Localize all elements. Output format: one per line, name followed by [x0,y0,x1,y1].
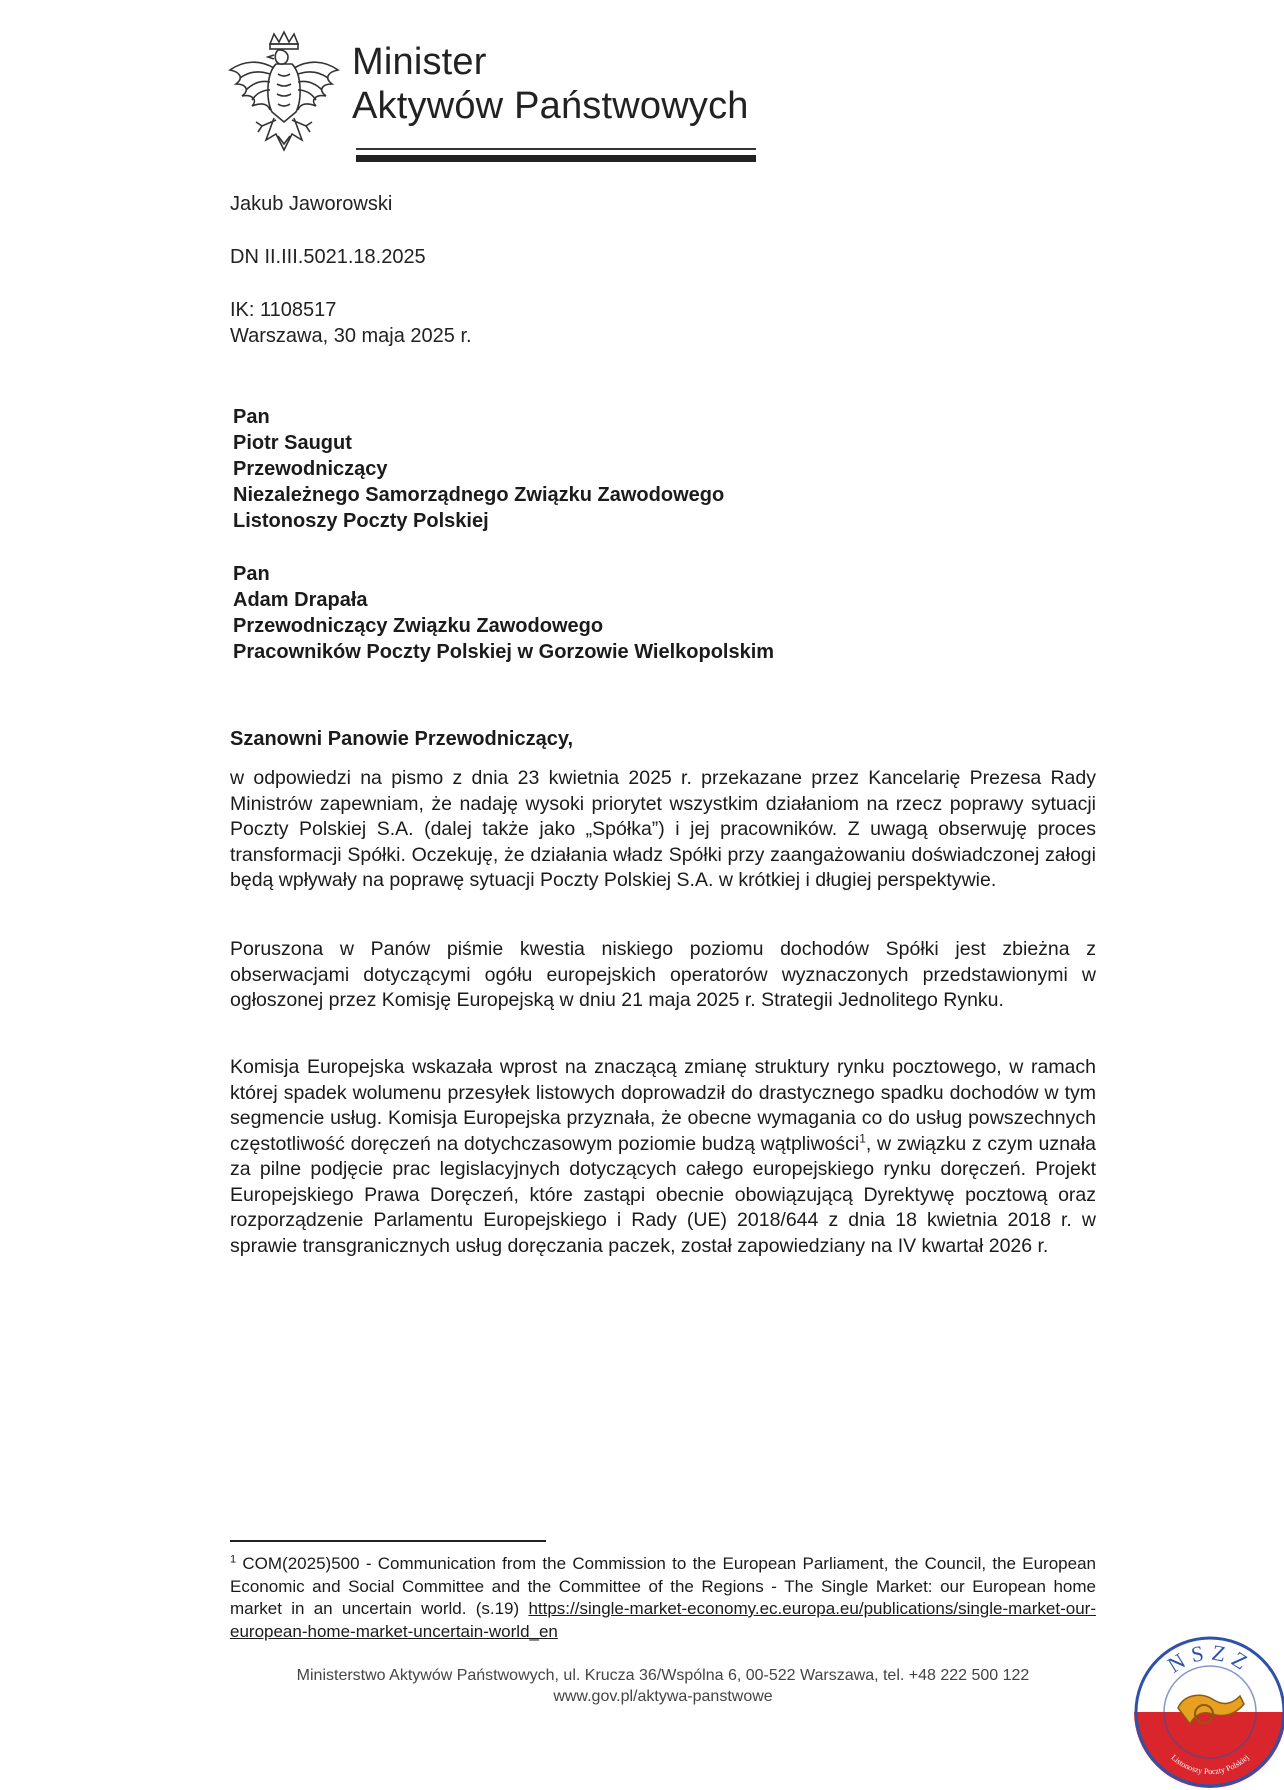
footnote-reference[interactable]: 1 [859,1131,866,1145]
addressee-block-2 [233,561,774,665]
footnote-text: COM(2025)500 - Communication from the Commission to the European Parliament, the Council, the European Economic and Social Committee and the Committee of the Regions - The Single Market: our European home market in an uncertain world. (s.19) [230,1554,1096,1618]
footnote-link[interactable]: https://single-market-economy.ec.europa.eu/publications/single-market-our-european-home-market-uncertain-world_en [230,1599,1096,1641]
header-rule-thick [356,155,756,162]
salutation: Szanowni Panowie Przewodniczący, [230,728,574,750]
addressee-line: Przewodniczący [233,458,388,480]
paragraph-3-text-a: Komisja Europejska wskazała wprost na znaczącą zmianę struktury rynku pocztowego, w ramach której spadek wolumenu przesyłek listowych doprowadził do drastycznego spadku dochodów w tym segmencie usług. Komisja Europejska przyznała, że obecne wymagania co do usług powszechnych częstotliwość doręczeń na dotychczasowym poziomie budzą wątpliwości [230,1056,1096,1155]
footnote-separator [230,1540,546,1542]
footnote-mark: 1 [230,1553,237,1566]
eagle-emblem-icon [222,30,346,162]
body-paragraph-1: w odpowiedzi na pismo z dnia 23 kwietnia 2025 r. przekazane przez Kancelarię Prezesa Rady Ministrów zapewniam, że nadaję wysoki priorytet wszystkim działaniom na rzecz poprawy sytuacji Poczty Polskiej S.A. (dalej także jako „Spółka”) i jej pracowników. Z uwagą obserwuję proces transformacji Spółki. Oczekuję, że działania władz Spółki przy zaangażowaniu doświadczonej załogi będą wpływały na poprawę sytuacji Poczty Polskiej S.A. w krótkiej i długiej perspektywie. [230,767,1096,891]
addressee-line: Listonoszy Poczty Polskiej [233,510,489,532]
addressee-line: Niezależnego Samorządnego Związku Zawodowego [233,484,725,506]
reference-number: DN II.III.5021.18.2025 [230,246,426,268]
footer-address: Ministerstwo Aktywów Państwowych, ul. Krucza 36/Wspólna 6, 00-522 Warszawa, tel. +48 222 500 122 [296,1667,1030,1684]
addressee-line: Piotr Saugut [233,432,352,454]
footnote [230,1553,1096,1643]
paragraph-3-text-b: , w związku z czym uznała za pilne podjęcie prac legislacyjnych dotyczących całego europejskiego rynku doręczeń. Projekt Europejskiego Prawa Doręczeń, które zastąpi obecnie obowiązującą Dyrektywę pocztową oraz rozporządzenie Parlamentu Europejskiego i Rady (UE) 2018/644 z dnia 18 kwietnia 2018 r. w sprawie transgranicznych usług doręczania paczek, został zapowiedziany na IV kwartał 2026 r. [230,1132,1096,1257]
place-date: Warszawa, 30 maja 2025 r. [230,325,472,347]
stamp-bottom-text: Listonoszy Poczty Polskiej [1169,1752,1251,1777]
ministry-name [352,40,749,128]
body-paragraph-3 [230,1055,1096,1259]
addressee-line: Adam Drapała [233,589,368,611]
author-name: Jakub Jaworowski [230,193,393,215]
addressee-line: Pracowników Poczty Polskiej w Gorzowie Wielkopolskim [233,641,775,663]
stamp-top-text: NSZZ [1163,1639,1258,1678]
addressee-block-1 [233,404,724,534]
addressee-line: Pan [233,406,270,428]
ministry-name-line1: Minister [352,41,487,83]
ministry-name-line2: Aktywów Państwowych [352,85,749,127]
footer-website[interactable]: www.gov.pl/aktywa-panstwowe [553,1688,773,1705]
union-stamp-logo [1132,1634,1284,1790]
body-paragraph-2: Poruszona w Panów piśmie kwestia niskiego poziomu dochodów Spółki jest zbieżna z obserwacjami dotyczącymi ogółu europejskich operatorów wyznaczonych przedstawionymi w ogłoszonej przez Komisję Europejską w dniu 21 maja 2025 r. Strategii Jednolitego Rynku. [230,938,1096,1011]
header-rule-thin [356,148,756,150]
ik-number: IK: 1108517 [230,299,337,321]
addressee-line: Pan [233,563,270,585]
page-footer [230,1665,1096,1707]
addressee-line: Przewodniczący Związku Zawodowego [233,615,604,637]
